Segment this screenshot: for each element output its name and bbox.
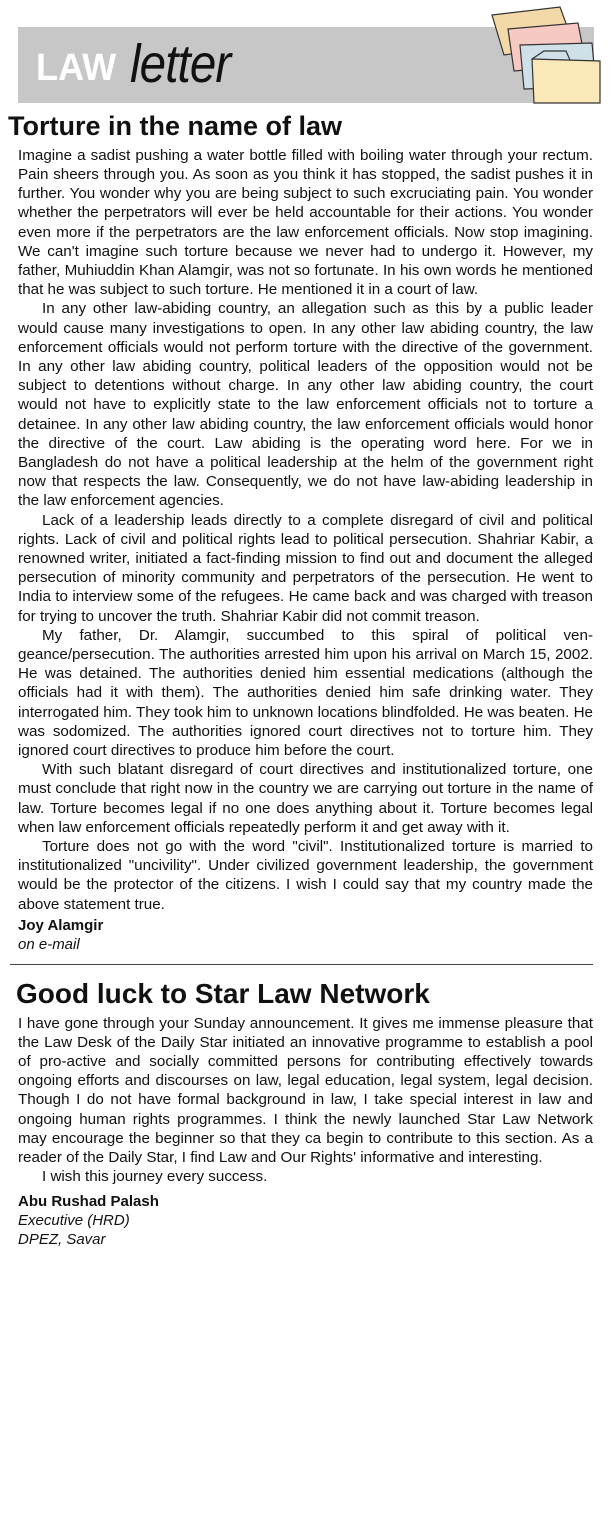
masthead-letter-label: letter: [130, 34, 231, 94]
folders-icon: [474, 5, 606, 105]
author-name: Joy Alamgir: [18, 916, 104, 934]
letters-content: [10, 112, 593, 1249]
article-paragraph: Torture does not go with the word "civil". Institutionalized torture is married to institutionalized "uncivility". Under civilized government leadership, the government would be the protector of the citizens. I wish I could say that my country made the above statement true.: [18, 838, 593, 913]
article-paragraph: In any other law-abiding country, an allegation such as this by a public leader would cause many investigations to open. In any other law abiding country, the law enforcement officials would not perform torture with the directive of the government. In any other law abiding country, political leaders of the opposition would not be subject to detentions without charge. In any other law abiding country, the court would not have to explicitly state to the law enforcement officials not to torture a detainee. In any other law abiding country, the law enforcement officials would honor the directive of the court. Law abiding is the operating word here. For we in Bangladesh do not have a political leadership at the helm of the government right now that respects the law. Consequently, we do not have law-abiding leadership in the law enforcement agencies.: [18, 300, 593, 510]
article-paragraph: Lack of a leadership leads directly to a complete disregard of civil and political rights. Lack of civil and political rights lead to political persecution. Shahriar Kabir, a renowned writer, initiated a fact-finding mission to find out and document the alleged persecution of minority community and perpetrators of the persecution. He went to India to interview some of the refugees. He came back and was charged with treason for trying to uncover the truth. Shahriar Kabir did not commit treason.: [18, 511, 593, 625]
article-title: Torture in the name of law: [8, 111, 343, 141]
article-paragraph: With such blatant disregard of court directives and institutionalized torture, one must conclude that right now in the country we are carrying out torture in the name of law. Torture becomes legal if no one does anything about it. Torture becomes legal when law enforcement officials repeatedly perform it and get away with it.: [18, 761, 593, 836]
author-name: Abu Rushad Palash: [18, 1193, 159, 1211]
letter-article-1: [10, 112, 593, 954]
article-paragraph: I wish this journey every success.: [42, 1168, 268, 1186]
masthead-law-label: LAW: [36, 47, 117, 89]
article-body: [10, 1014, 593, 1187]
article-title: Good luck to Star Law Network: [16, 977, 430, 1009]
author-detail: on e-mail: [18, 935, 80, 953]
article-divider: [10, 964, 593, 965]
article-paragraph: Imagine a sadist pushing a water bottle filled with boiling water through your rectum. Pain sheers through you. As soon as you think it has stopped, the sadist pushes it in further. You wonder why you are being subject to such excruciating pain. You wonder whether the perpetrators will ever be held accountable for their actions. You wonder even more if the perpetrators are the law enforcement officials. Now stop imagining. We can't imagine such torture because we never had to undergo it. However, my father, Muhiuddin Khan Alamgir, was not so fortunate. In his own words he mentioned that he was subject to such torture. He mentioned it in a court of law.: [18, 146, 593, 299]
article-body: [10, 146, 593, 914]
author-title: Executive (HRD): [18, 1212, 130, 1230]
article-paragraph: I have gone through your Sunday announcement. It gives me immense pleasure that the Law Desk of the Daily Star initiated an innovative programme to establish a pool of pro-active and socially committed persons for contributing effectively towards ongoing efforts and discourses on law, legal education, legal system, legal decision. Though I do not have formal background in law, I take special interest in law and ongoing human rights programmes. I think the newly launched Star Law Network may encourage the beginner so that they ca begin to contribute to this section. As a reader of the Daily Star, I find Law and Our Rights' informative and interesting.: [18, 1014, 593, 1167]
author-location: DPEZ, Savar: [18, 1231, 106, 1249]
article-paragraph: My father, Dr. Alamgir, succumbed to this spiral of political vengeance/persecution. The authorities arrested him upon his arrival on March 15, 2002. He was detained. The authorities denied him essential medications (although the officials had it with them). The authorities denied him safe drinking water. They interrogated him. They took him to unknown locations blindfolded. He was beaten. He was sodomized. The authorities ignored court directives not to torture him. They ignored court directives to produce him before the court.: [18, 626, 593, 759]
masthead: [18, 5, 594, 103]
letter-article-2: [10, 979, 593, 1250]
